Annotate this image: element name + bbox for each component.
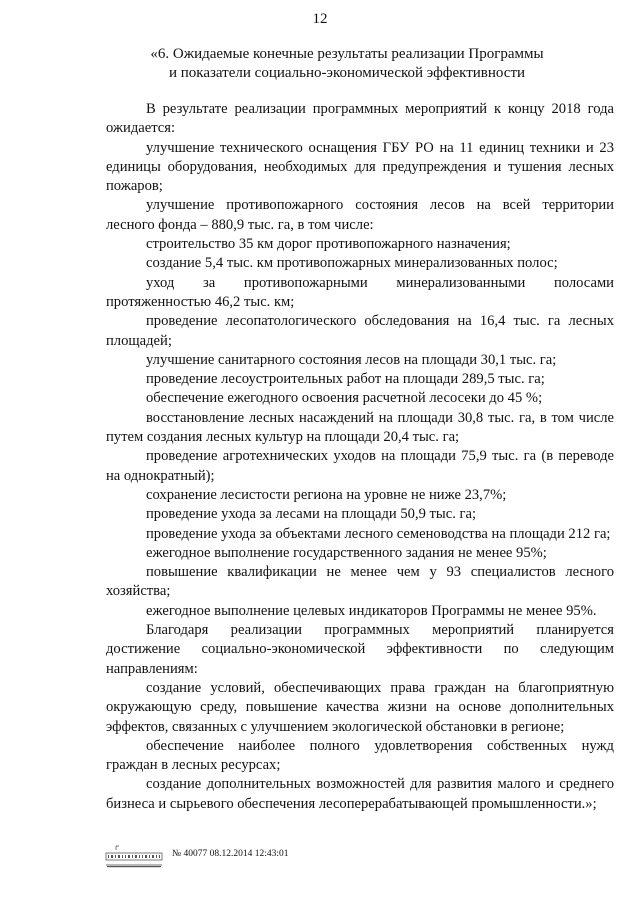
- paragraph: проведение ухода за объектами лесного семеноводства на площади 212 га;: [146, 525, 611, 542]
- paragraph: В результате реализации программных мероприятий к концу 2018 года ожидается:: [106, 101, 614, 137]
- footer: [0, 830, 640, 870]
- paragraph: восстановление лесных насаждений на площади 30,8 тыс. га, в том числе путем создания лесных культур на площади 20,4 тыс. га;: [106, 409, 614, 446]
- section-heading-line: и показатели социально-экономической эффективности: [168, 65, 526, 81]
- paragraph: проведение ухода за лесами на площади 50,9 тыс. га;: [146, 506, 477, 523]
- paragraph: обеспечение наиболее полного удовлетворения собственных нужд граждан в лесных ресурсах;: [106, 737, 614, 774]
- paragraph: ежегодное выполнение целевых индикаторов Программы не менее 95%.: [146, 602, 597, 619]
- paragraph: повышение квалификации не менее чем у 93 специалистов лесного хозяйства;: [106, 564, 614, 600]
- paragraph: Благодаря реализации программных мероприятий планируется достижение социально-экономической эффективности по следующим направлениям:: [106, 622, 614, 677]
- paragraph: ежегодное выполнение государственного задания не менее 95%;: [146, 544, 547, 561]
- paragraph: проведение лесопатологического обследования на 16,4 тыс. га лесных площадей;: [106, 313, 614, 349]
- barcode-stamp-icon: [104, 844, 164, 870]
- paragraph: обеспечение ежегодного освоения расчетной лесосеки до 45 %;: [146, 390, 543, 407]
- section-heading-line: «6. Ожидаемые конечные результаты реализации Программы: [150, 46, 544, 62]
- paragraph: проведение агротехнических уходов на площади 75,9 тыс. га (в переводе на однократный);: [106, 448, 614, 484]
- paragraph: проведение лесоустроительных работ на площади 289,5 тыс. га;: [146, 371, 545, 388]
- paragraph: улучшение санитарного состояния лесов на площади 30,1 тыс. га;: [146, 351, 557, 368]
- paragraph: создание 5,4 тыс. км противопожарных минерализованных полос;: [146, 255, 558, 272]
- paragraph: создание условий, обеспечивающих права граждан на благоприятную окружающую среду, повышение качества жизни на основе дополнительных эффектов, связанных с улучшением экологической обстановки в регионе;: [106, 679, 614, 735]
- registration-stamp: № 40077 08.12.2014 12:43:01: [172, 849, 289, 859]
- paragraph: создание дополнительных возможностей для развития малого и среднего бизнеса и сырьевого обеспечения лесоперерабатывающей промышленности.»;: [106, 776, 614, 812]
- paragraph: сохранение лесистости региона на уровне не ниже 23,7%;: [146, 486, 507, 503]
- paragraph: уход за противопожарными минерализованными полосами протяженностью 46,2 тыс. км;: [106, 274, 614, 310]
- page-number: 12: [312, 11, 328, 27]
- paragraph: строительство 35 км дорог противопожарного назначения;: [146, 236, 511, 253]
- body-text: [106, 100, 614, 814]
- section-heading: [96, 45, 598, 83]
- paragraph: улучшение технического оснащения ГБУ РО на 11 единиц техники и 23 единицы оборудования, необходимых для предупреждения и тушения лесных пожаров;: [106, 139, 614, 195]
- paragraph: улучшение противопожарного состояния лесов на всей территории лесного фонда – 880,9 тыс. га, в том числе:: [106, 197, 614, 233]
